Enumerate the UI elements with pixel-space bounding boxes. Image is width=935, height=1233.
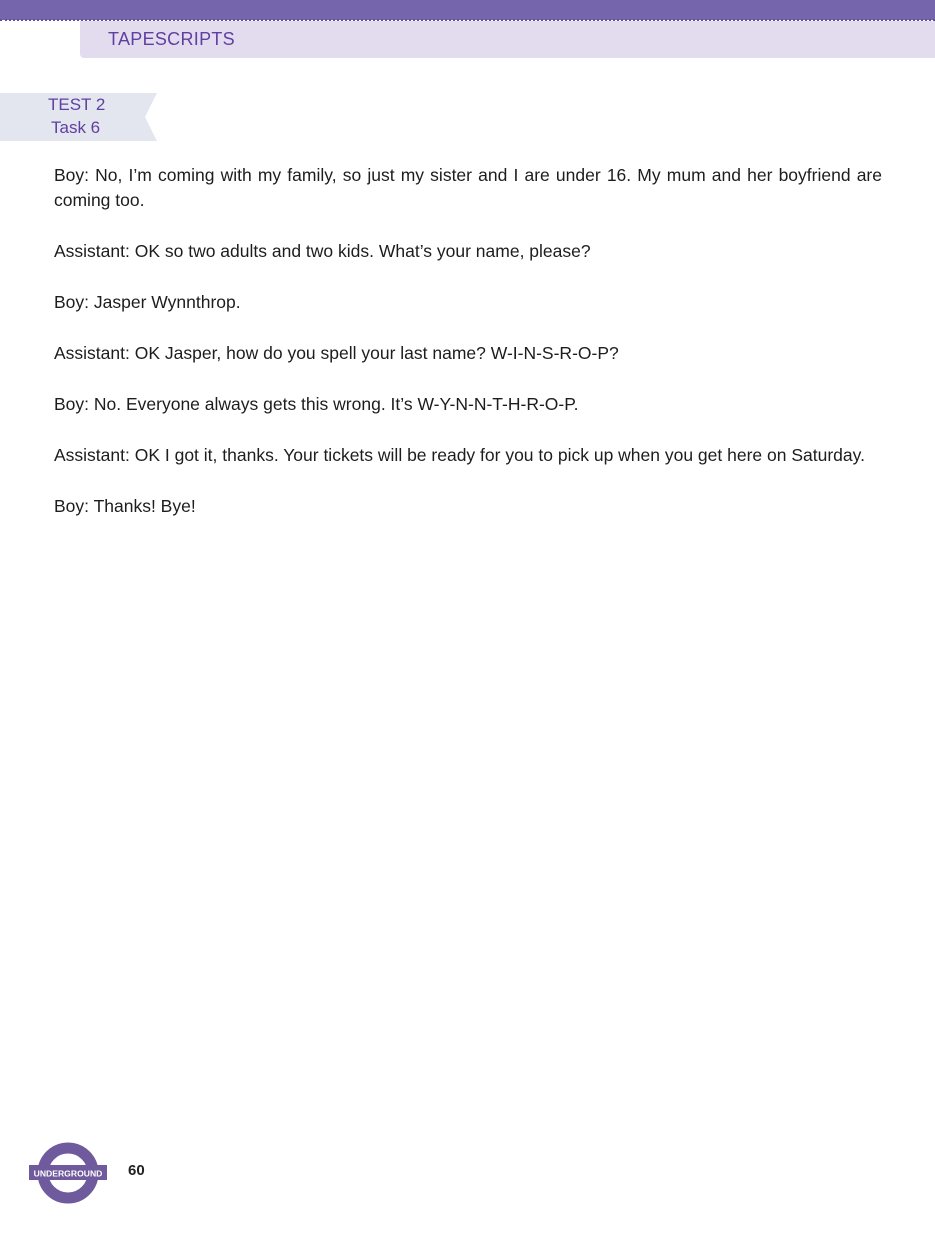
test-number-label: TEST 2	[48, 95, 106, 114]
page-header-title: TAPESCRIPTS	[108, 29, 235, 49]
underground-roundel-icon	[28, 1141, 108, 1205]
logo-text: UNDERGROUND	[33, 1168, 103, 1179]
task-number-label: Task 6	[51, 118, 101, 137]
tapescript-body	[54, 163, 882, 545]
dialogue-line: Boy: Thanks! Bye!	[54, 496, 196, 516]
top-accent-bar	[0, 0, 935, 20]
dialogue-line: Boy: Jasper Wynnthrop.	[54, 292, 241, 312]
dialogue-line: Assistant: OK so two adults and two kids. What’s your name, please?	[54, 241, 591, 261]
dialogue-line: Boy: No. Everyone always gets this wrong. It’s W-Y-N-N-T-H-R-O-P.	[54, 394, 579, 414]
underground-logo	[28, 1141, 108, 1205]
page-number: 60	[128, 1162, 145, 1179]
dialogue-line: Boy: No, I’m coming with my family, so just my sister and I are under 16. My mum and her boyfriend are coming too.	[54, 165, 882, 210]
dialogue-line: Assistant: OK Jasper, how do you spell your last name? W-I-N-S-R-O-P?	[54, 343, 619, 363]
dialogue-line: Assistant: OK I got it, thanks. Your tickets will be ready for you to pick up when you get here on Saturday.	[54, 445, 865, 465]
